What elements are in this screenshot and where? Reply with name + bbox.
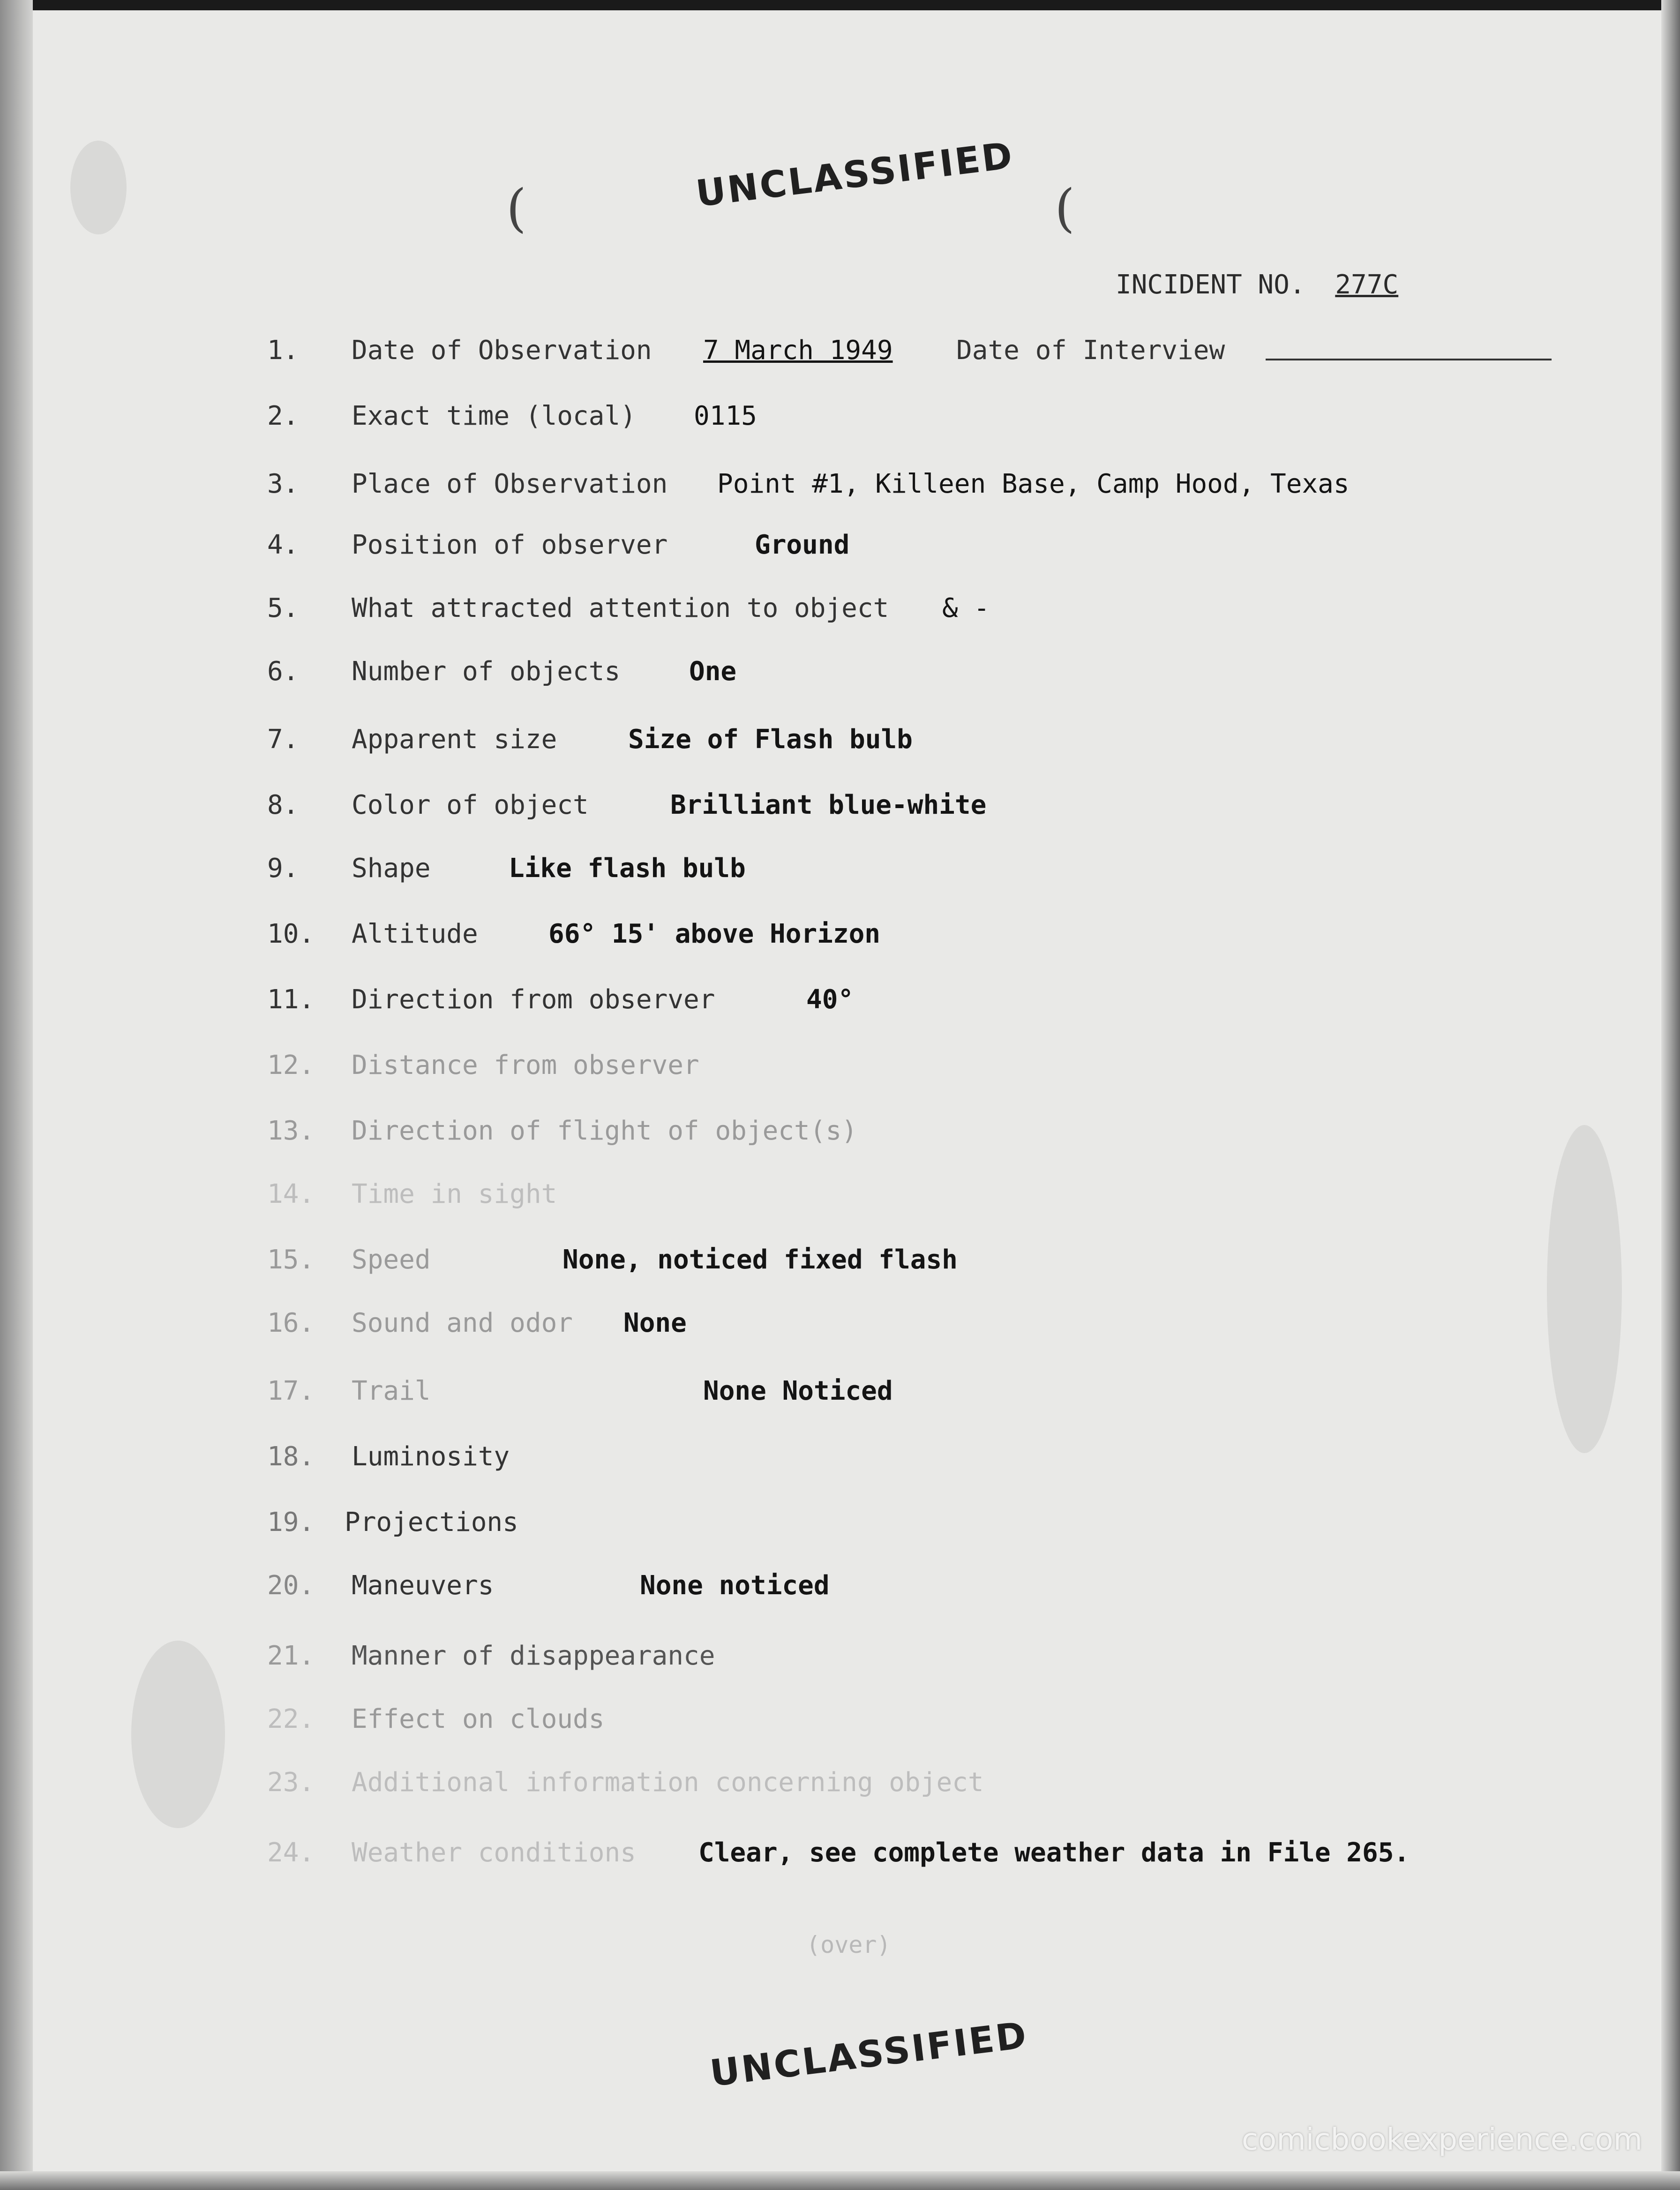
item-value: None — [623, 1308, 687, 1338]
item-label: Position of observer — [352, 530, 668, 560]
item-value: None Noticed — [703, 1376, 893, 1406]
item-value: 66° 15' above Horizon — [548, 919, 881, 949]
item-number: 17. — [267, 1376, 315, 1406]
item-label: Sound and odor — [352, 1308, 573, 1338]
item-value: Point #1, Killeen Base, Camp Hood, Texas — [717, 469, 1350, 499]
item-value: Size of Flash bulb — [628, 724, 913, 755]
item-value: None noticed — [640, 1570, 830, 1601]
item-label: Direction from observer — [352, 984, 715, 1015]
item-number: 18. — [267, 1441, 315, 1472]
watermark: comicbookexperience.com — [1241, 2122, 1642, 2157]
incident-label: INCIDENT NO. — [1116, 270, 1305, 300]
item-label: Time in sight — [352, 1179, 557, 1209]
item-number: 3. — [267, 469, 299, 499]
item-value: One — [689, 656, 737, 687]
item-value: None, noticed fixed flash — [562, 1245, 958, 1275]
scan-blemish — [131, 1641, 225, 1828]
item-number: 5. — [267, 593, 299, 623]
item-label: What attracted attention to object — [352, 593, 889, 623]
item-number: 4. — [267, 530, 299, 560]
item-label: Place of Observation — [352, 469, 668, 499]
item-label: Weather conditions — [352, 1838, 636, 1868]
item-label: Date of Observation — [352, 335, 652, 366]
item-value: Like flash bulb — [509, 853, 746, 884]
item-label: Trail — [352, 1376, 431, 1406]
item-label: Speed — [352, 1245, 431, 1275]
item-number: 22. — [267, 1704, 315, 1734]
item-number: 14. — [267, 1179, 315, 1209]
item-number: 19. — [267, 1507, 315, 1538]
item-label: Additional information concerning object — [352, 1767, 984, 1798]
item-number: 9. — [267, 853, 299, 884]
item-value: Brilliant blue-white — [670, 790, 987, 820]
item-value: 0115 — [694, 401, 757, 431]
item-label: Exact time (local) — [352, 401, 636, 431]
item-label: Distance from observer — [352, 1050, 699, 1080]
item-number: 21. — [267, 1641, 315, 1671]
observation-date: 7 March 1949 — [703, 335, 893, 366]
item-number: 6. — [267, 656, 299, 687]
scan-right-edge — [1661, 0, 1680, 2190]
item-label: Effect on clouds — [352, 1704, 605, 1734]
item-value: 40° — [806, 984, 854, 1015]
item-number: 12. — [267, 1050, 315, 1080]
item-number: 23. — [267, 1767, 315, 1798]
over-note: (over) — [806, 1931, 891, 1958]
scan-blemish — [1547, 1125, 1622, 1453]
item-number: 24. — [267, 1838, 315, 1868]
interview-date-blank — [1266, 359, 1552, 360]
item-label: Shape — [352, 853, 431, 884]
item-number: 2. — [267, 401, 299, 431]
item-number: 20. — [267, 1570, 315, 1601]
item-number: 1. — [267, 335, 299, 366]
scan-blemish — [70, 141, 127, 234]
classification-stamp-top: UNCLASSIFIED — [694, 134, 1017, 216]
item-label: Color of object — [352, 790, 589, 820]
item-value: Clear, see complete weather data in File 265. — [698, 1838, 1410, 1868]
item-label: Direction of flight of object(s) — [352, 1116, 857, 1146]
incident-number-value: 277C — [1335, 270, 1399, 300]
item-label: Number of objects — [352, 656, 621, 687]
item-number: 15. — [267, 1245, 315, 1275]
item-number: 16. — [267, 1308, 315, 1338]
item-value: Ground — [755, 530, 850, 560]
item-label: Manner of disappearance — [352, 1641, 715, 1671]
item-number: 11. — [267, 984, 315, 1015]
classification-stamp-bottom: UNCLASSIFIED — [708, 2014, 1031, 2095]
scan-top-border — [0, 0, 1680, 10]
item-number: 10. — [267, 919, 315, 949]
scan-bottom-edge — [0, 2171, 1680, 2190]
item-number: 7. — [267, 724, 299, 755]
pencil-mark: ( — [1055, 178, 1075, 238]
item-label: Altitude — [352, 919, 478, 949]
item-label: Maneuvers — [352, 1570, 494, 1601]
item-label: Projections — [345, 1507, 518, 1538]
interview-date-label: Date of Interview — [956, 335, 1225, 366]
item-value: & - — [942, 593, 990, 623]
item-label: Apparent size — [352, 724, 557, 755]
item-number: 13. — [267, 1116, 315, 1146]
incident-number — [1116, 270, 1398, 300]
item-number: 8. — [267, 790, 299, 820]
item-label: Luminosity — [352, 1441, 510, 1472]
pencil-mark: ( — [506, 178, 526, 238]
scan-left-edge — [0, 0, 33, 2190]
